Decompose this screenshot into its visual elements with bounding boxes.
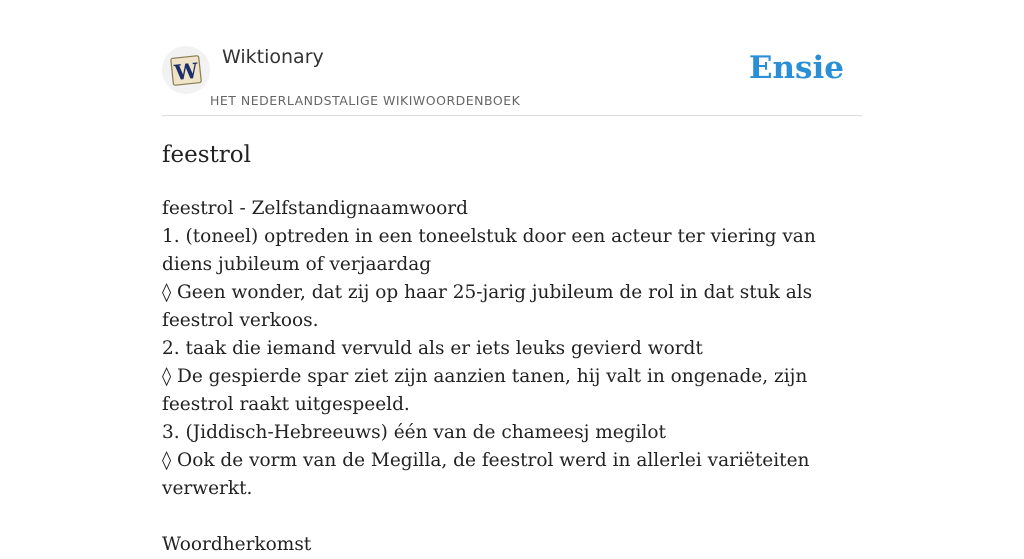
part-of-speech-line: feestrol - Zelfstandignaamwoord xyxy=(162,198,468,219)
etymology-heading: Woordherkomst xyxy=(162,534,312,555)
site-name[interactable]: Wiktionary xyxy=(222,46,324,68)
logo-tile-graphic xyxy=(169,53,203,87)
entry-content xyxy=(162,136,862,559)
wiktionary-logo-icon[interactable] xyxy=(162,46,210,94)
definition-1: 1. (toneel) optreden in een toneelstuk door een acteur ter viering van diens jubileum of verjaardag xyxy=(162,226,816,275)
definition-3: 3. (Jiddisch-Hebreeuws) één van de chameesj megilot xyxy=(162,422,666,443)
example-1: ◊ Geen wonder, dat zij op haar 25-jarig jubileum de rol in dat stuk als feestrol verkoos. xyxy=(162,282,813,331)
ensie-brand-link[interactable]: Ensie xyxy=(748,50,844,86)
example-2: ◊ De gespierde spar ziet zijn aanzien tanen, hij valt in ongenade, zijn feestrol raakt uitgespeeld. xyxy=(162,366,808,415)
definition-2: 2. taak die iemand vervuld als er iets leuks gevierd wordt xyxy=(162,338,703,359)
logo-letter: W xyxy=(173,57,200,86)
site-header xyxy=(162,0,862,116)
definition-block xyxy=(162,195,862,503)
example-3: ◊ Ook de vorm van de Megilla, de feestrol werd in allerlei variëteiten verwerkt. xyxy=(162,450,810,499)
site-tagline: HET NEDERLANDSTALIGE WIKIWOORDENBOEK xyxy=(210,93,521,108)
page-title: feestrol xyxy=(162,142,251,168)
